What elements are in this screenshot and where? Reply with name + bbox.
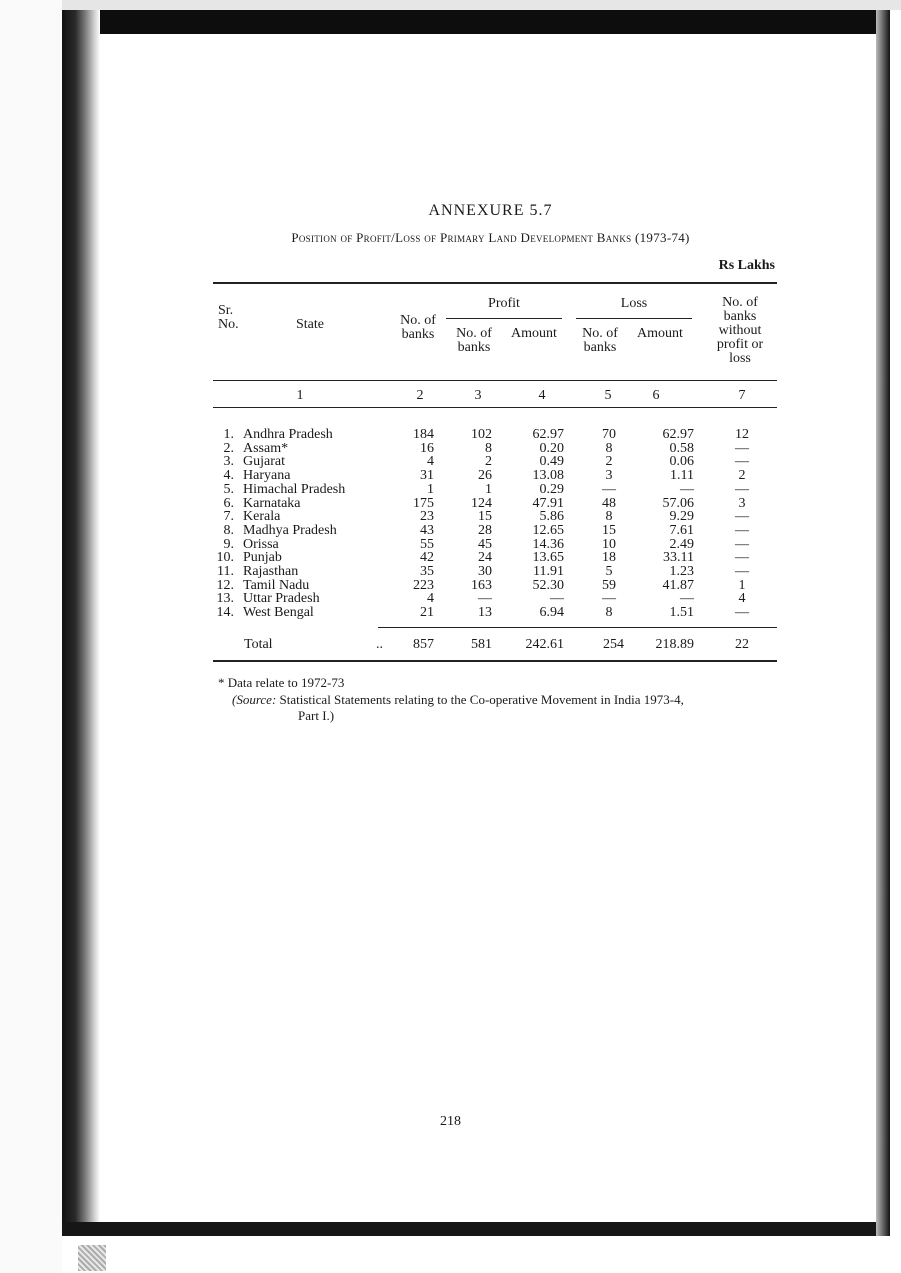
header-no-of-banks-2: banks [401, 327, 435, 342]
cell-without: — [735, 605, 749, 621]
cell-without: — [735, 550, 749, 566]
cell-sr: 6. [223, 495, 234, 511]
units-label: Rs Lakhs [718, 258, 775, 273]
header-state: State [296, 317, 324, 332]
cell-without: 4 [738, 591, 746, 607]
cell-loss-amount: 7.61 [669, 522, 694, 538]
rule-colnum-bottom [213, 407, 777, 408]
cell-loss-banks: 10 [602, 536, 616, 552]
cell-profit-amount: 52.30 [532, 577, 564, 593]
subtitle-text: Position of Profit/Loss of Primary Land Development Banks [291, 230, 632, 245]
header-loss-no-of: No. of [582, 326, 618, 341]
cell-state: Tamil Nadu [243, 577, 310, 593]
scan-edge-top [62, 10, 890, 34]
cell-sr: 14. [216, 605, 234, 621]
cell-without: 1 [738, 577, 746, 593]
rule-top [213, 282, 777, 284]
cell-loss-banks: — [602, 591, 616, 607]
cell-loss-banks: 70 [602, 427, 616, 442]
cell-banks: 42 [420, 550, 434, 566]
cell-banks: 1 [427, 481, 434, 497]
header-profit: Profit [488, 296, 520, 311]
cell-profit-amount: 0.29 [539, 481, 564, 497]
scan-edge-right [876, 10, 890, 1236]
cell-without: — [735, 440, 749, 456]
cell-sr: 13. [216, 591, 234, 607]
cell-banks: 31 [420, 468, 434, 484]
cell-loss-banks: 18 [602, 550, 616, 566]
cell-state: Rajasthan [243, 564, 299, 579]
total-without: 22 [735, 637, 749, 652]
cell-loss-banks: 2 [605, 454, 613, 470]
cell-loss-amount: 1.23 [669, 564, 694, 579]
cell-profit-banks: 163 [471, 577, 492, 593]
cell-profit-banks: 2 [485, 454, 492, 470]
source-note [232, 692, 792, 708]
total-label: Total [244, 637, 273, 652]
cell-loss-amount: 41.87 [662, 577, 694, 593]
cell-profit-amount: 47.91 [532, 495, 564, 511]
cell-without: 12 [735, 427, 749, 442]
cell-profit-amount: 13.08 [532, 468, 564, 484]
column-number-1: 1 [296, 388, 304, 403]
column-number-6: 6 [652, 388, 660, 403]
source-label: (Source: [232, 692, 277, 707]
cell-sr: 4. [223, 468, 234, 484]
source-line-1: Statistical Statements relating to the Co-operative Movement in India 1973-4, [279, 692, 684, 707]
cell-sr: 1. [223, 427, 234, 442]
column-number-4: 4 [538, 388, 546, 403]
cell-without: 3 [738, 495, 746, 511]
rule-bottom [213, 660, 777, 662]
cell-loss-amount: 1.11 [670, 468, 694, 484]
cell-state: Orissa [243, 536, 279, 552]
cell-banks: 23 [420, 509, 434, 525]
header-loss: Loss [620, 296, 648, 311]
cell-sr: 7. [223, 509, 234, 525]
cell-profit-banks: 13 [478, 605, 492, 621]
rule-header-bottom [213, 380, 777, 381]
cell-banks: 175 [413, 495, 434, 511]
cell-profit-amount: 12.65 [532, 522, 564, 538]
total-dots: .. [376, 637, 383, 652]
column-number-5: 5 [604, 388, 612, 403]
header-profit-amount: Amount [511, 326, 557, 341]
footnote: * Data relate to 1972-73 [218, 675, 345, 690]
cell-state: Himachal Pradesh [243, 481, 346, 497]
cell-banks: 21 [420, 605, 434, 621]
cell-sr: 10. [216, 550, 234, 566]
cell-state: Kerala [243, 509, 281, 525]
cell-banks: 4 [427, 454, 434, 470]
column-number-3: 3 [474, 388, 482, 403]
scan-margin-top [0, 0, 901, 10]
cell-state: Assam* [243, 440, 289, 456]
header-loss-banks: banks [583, 340, 617, 355]
cell-loss-banks: 15 [602, 522, 616, 538]
header-loss-amount: Amount [637, 326, 683, 341]
cell-banks: 55 [420, 536, 434, 552]
cell-state: Uttar Pradesh [243, 591, 320, 607]
scan-margin-left [0, 0, 62, 1273]
total-loss-banks: 254 [603, 637, 624, 652]
cell-profit-amount: 13.65 [532, 550, 564, 566]
cell-profit-banks: — [478, 591, 492, 607]
cell-loss-banks: 5 [605, 564, 613, 579]
header-without-2: banks [723, 309, 757, 324]
cell-profit-amount: 62.97 [532, 427, 564, 442]
subtitle-year: (1973-74) [635, 230, 690, 245]
scan-binding-shadow [62, 10, 100, 1235]
cell-state: Punjab [243, 550, 282, 566]
cell-sr: 11. [217, 564, 234, 579]
cell-sr: 8. [223, 522, 234, 538]
cell-state: Haryana [243, 468, 291, 484]
cell-without: — [735, 564, 749, 579]
cell-without: — [735, 509, 749, 525]
cell-sr: 12. [216, 577, 234, 593]
annexure-title: ANNEXURE 5.7 [428, 202, 553, 219]
total-profit-amount: 242.61 [525, 637, 564, 652]
cell-profit-banks: 26 [478, 468, 492, 484]
cell-without: 2 [738, 468, 746, 484]
total-profit-banks: 581 [471, 637, 492, 652]
rule-profit [446, 318, 562, 319]
cell-loss-amount: — [680, 481, 694, 497]
header-no-of-banks-1: No. of [400, 313, 436, 328]
header-profit-no-of: No. of [456, 326, 492, 341]
total-loss-amount: 218.89 [655, 637, 694, 652]
cell-loss-amount: — [680, 591, 694, 607]
source-line-2: Part I.) [298, 708, 335, 723]
cell-banks: 4 [427, 591, 434, 607]
cell-without: — [735, 481, 749, 497]
cell-state: Andhra Pradesh [243, 427, 333, 442]
cell-profit-banks: 28 [478, 522, 492, 538]
rule-total-top [378, 627, 777, 628]
cell-profit-banks: 45 [478, 536, 492, 552]
header-sr: Sr. [218, 303, 234, 318]
scan-speckle [78, 1245, 106, 1271]
cell-banks: 16 [420, 440, 434, 456]
cell-loss-amount: 57.06 [662, 495, 694, 511]
cell-profit-banks: 124 [471, 495, 492, 511]
column-number-7: 7 [738, 388, 746, 403]
cell-profit-amount: 6.94 [539, 605, 564, 621]
cell-profit-banks: 24 [478, 550, 492, 566]
cell-profit-amount: 5.86 [539, 509, 564, 525]
cell-loss-amount: 0.06 [669, 454, 694, 470]
cell-loss-amount: 1.51 [669, 605, 694, 621]
cell-banks: 35 [420, 564, 434, 579]
cell-without: — [735, 522, 749, 538]
cell-loss-banks: 59 [602, 577, 616, 593]
cell-loss-amount: 2.49 [669, 536, 694, 552]
cell-profit-amount: 14.36 [532, 536, 564, 552]
cell-loss-banks: 48 [602, 495, 616, 511]
table-subtitle [40, 230, 901, 246]
cell-profit-banks: 102 [471, 427, 492, 442]
header-no: No. [218, 317, 239, 332]
header-profit-banks: banks [457, 340, 491, 355]
cell-sr: 2. [223, 440, 234, 456]
cell-sr: 5. [223, 481, 234, 497]
cell-state: Madhya Pradesh [243, 522, 337, 538]
header-without-5: loss [729, 351, 751, 366]
cell-state: Karnataka [243, 495, 301, 511]
cell-state: West Bengal [243, 605, 314, 621]
cell-profit-amount: 11.91 [533, 564, 564, 579]
cell-loss-banks: — [602, 481, 616, 497]
cell-profit-amount: 0.20 [539, 440, 564, 456]
page-number: 218 [440, 1114, 461, 1129]
cell-banks: 43 [420, 522, 434, 538]
cell-sr: 3. [223, 454, 234, 470]
cell-loss-banks: 8 [605, 440, 613, 456]
cell-profit-banks: 8 [485, 440, 492, 456]
cell-loss-banks: 3 [605, 468, 613, 484]
cell-loss-amount: 62.97 [662, 427, 694, 442]
cell-loss-amount: 33.11 [663, 550, 694, 566]
cell-loss-banks: 8 [605, 509, 613, 525]
cell-profit-banks: 1 [485, 481, 492, 497]
column-number-2: 2 [416, 388, 424, 403]
scan-edge-bottom [62, 1222, 890, 1236]
cell-profit-banks: 15 [478, 509, 492, 525]
cell-profit-banks: 30 [478, 564, 492, 579]
header-without-3: without [718, 323, 762, 338]
header-without-4: profit or [716, 337, 764, 352]
cell-sr: 9. [223, 536, 234, 552]
header-without-1: No. of [722, 295, 758, 310]
cell-without: — [735, 454, 749, 470]
cell-loss-banks: 8 [605, 605, 613, 621]
cell-banks: 223 [413, 577, 434, 593]
cell-profit-amount: — [550, 591, 564, 607]
cell-state: Gujarat [243, 454, 285, 470]
cell-profit-amount: 0.49 [539, 454, 564, 470]
total-banks: 857 [413, 637, 434, 652]
cell-without: — [735, 536, 749, 552]
cell-banks: 184 [413, 427, 434, 442]
rule-loss [576, 318, 692, 319]
cell-loss-amount: 0.58 [669, 440, 694, 456]
cell-loss-amount: 9.29 [669, 509, 694, 525]
